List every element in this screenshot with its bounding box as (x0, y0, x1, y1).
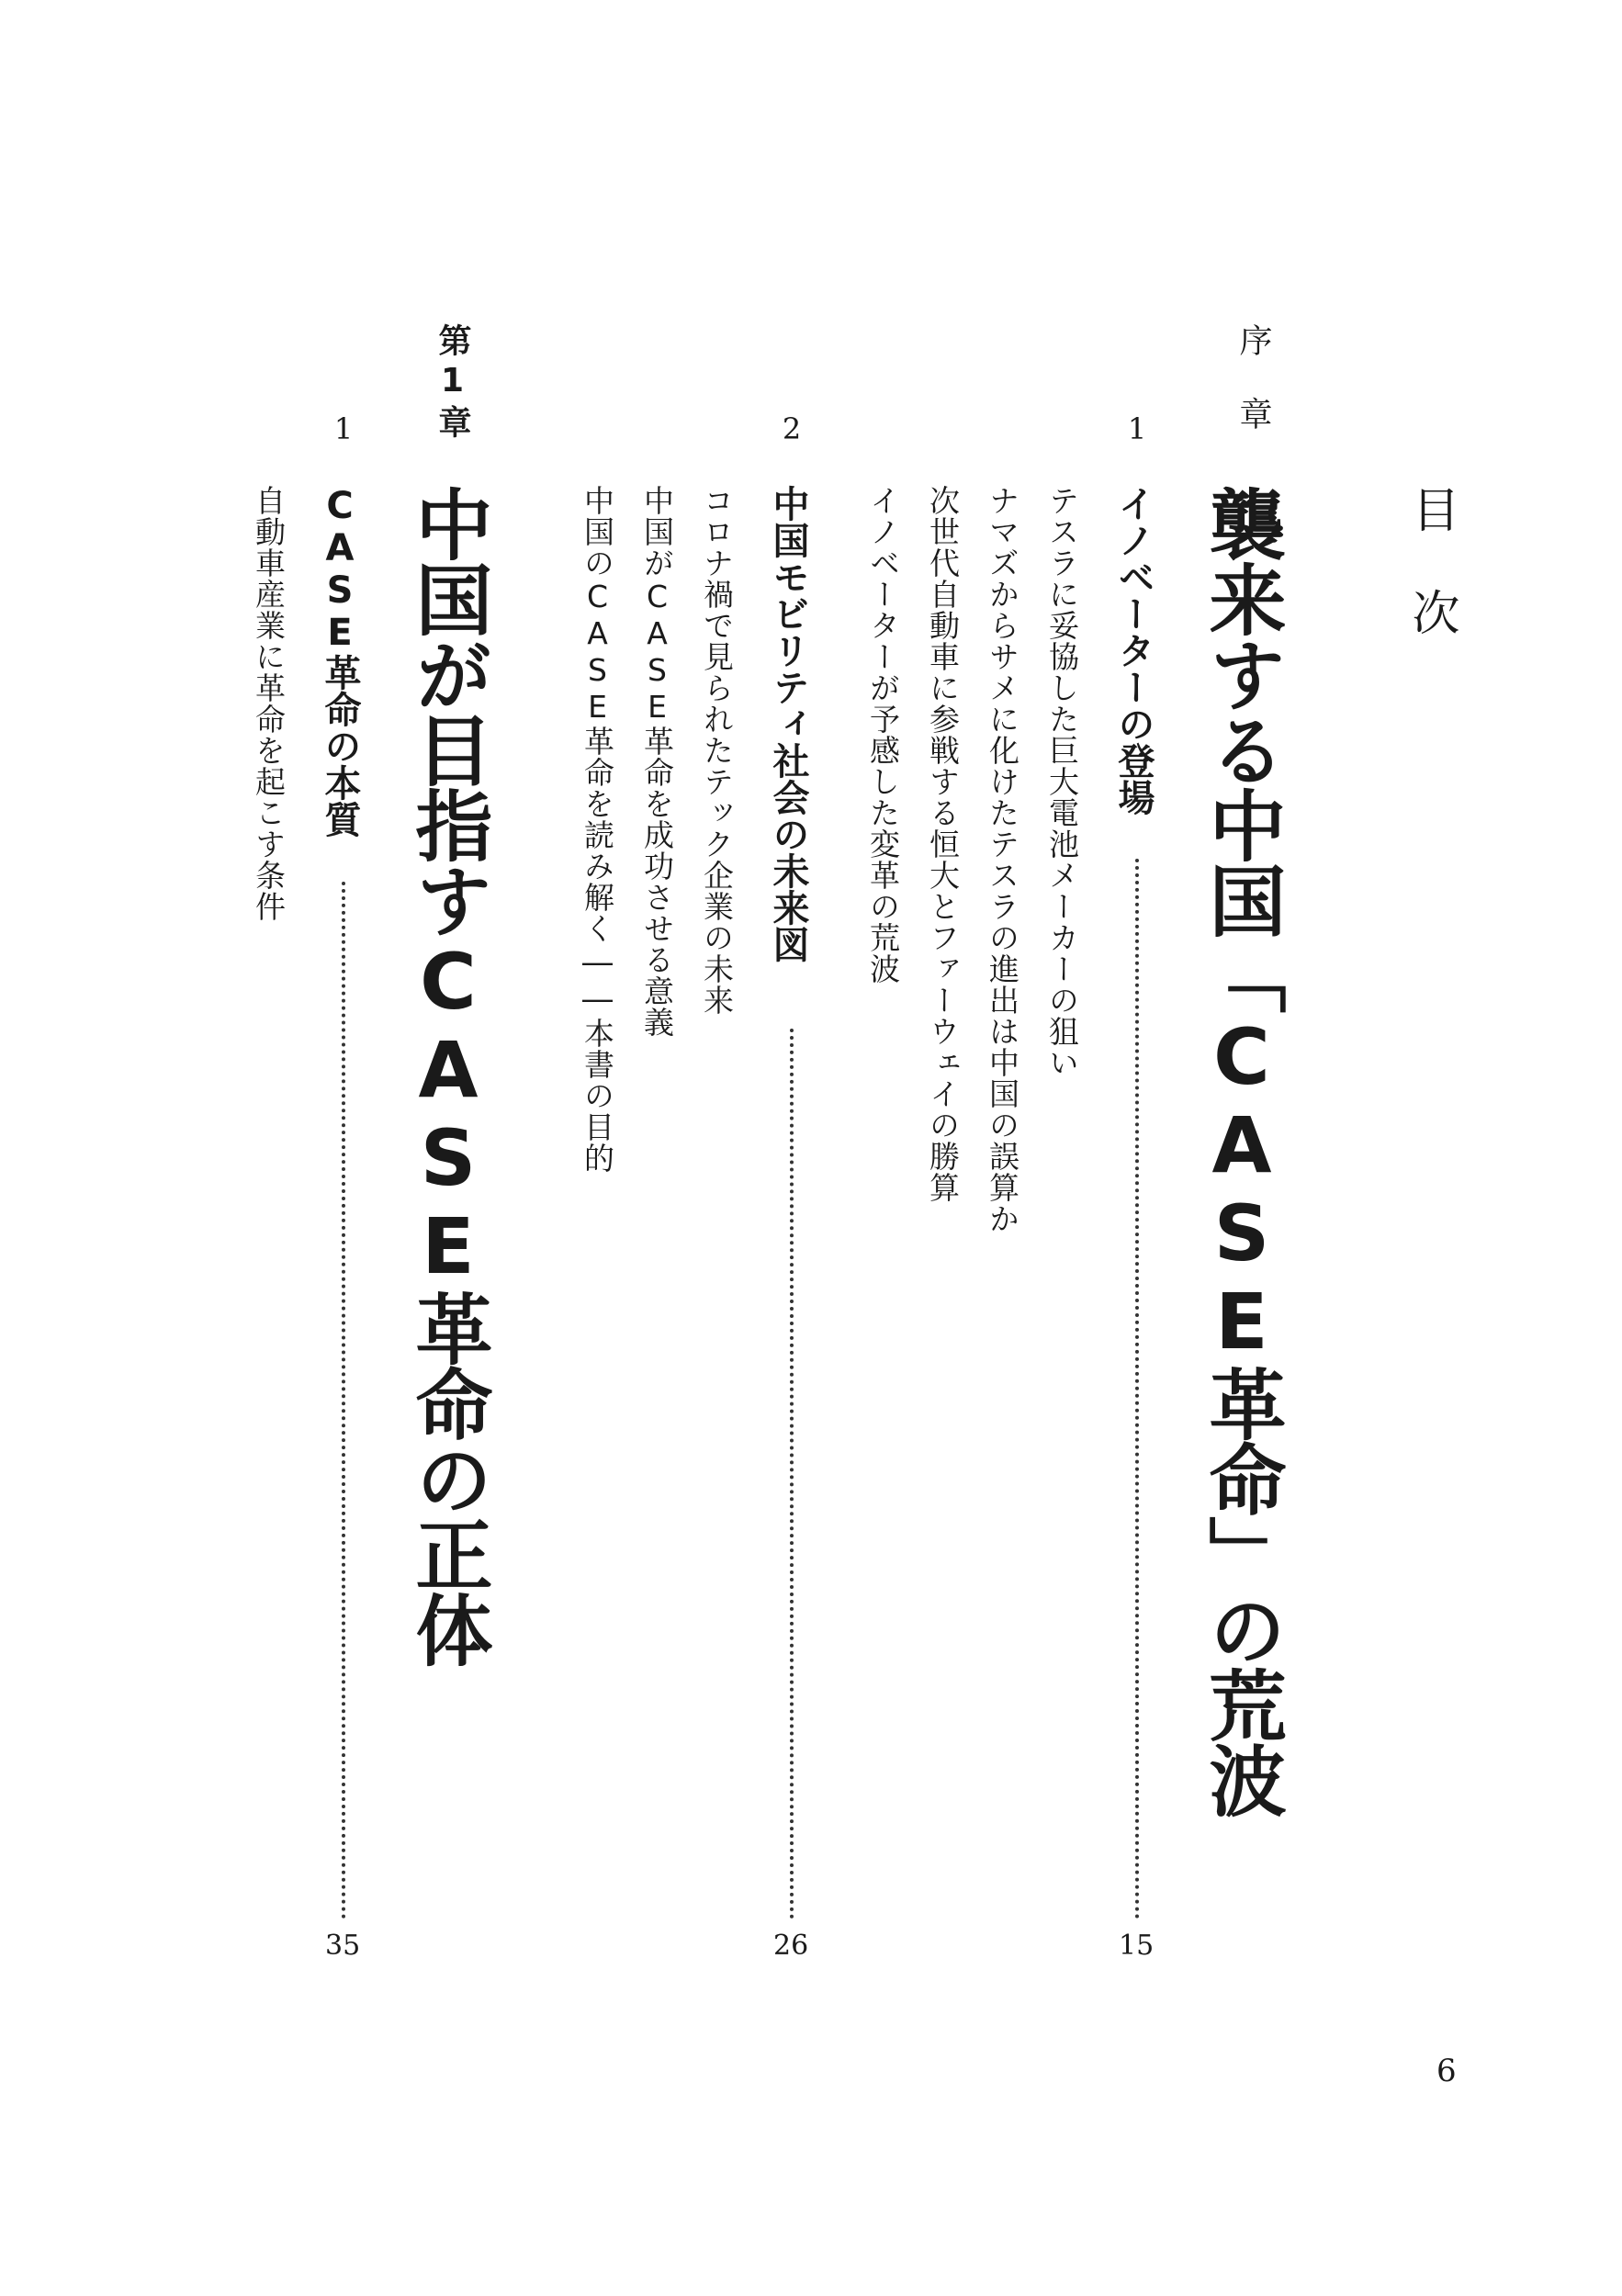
toc-title: 目次 (1403, 485, 1459, 691)
section-number: 2 (774, 411, 809, 446)
subsection-item[interactable]: 中国のCASE革命を読み解く――本書の目的 (580, 485, 615, 1174)
subsection-item[interactable]: コロナ禍で見られたテック企業の未来 (699, 485, 735, 1016)
subsection-item[interactable]: 次世代自動車に参戦する恒大とファーウェイの勝算 (925, 485, 961, 1203)
chapter1-title: 中国が目指すCASE革命の正体 (403, 485, 493, 1666)
subsection-item[interactable]: 中国がCASE革命を成功させる意義 (639, 485, 675, 1038)
section-number: 1 (1120, 411, 1155, 446)
section-page-number: 26 (773, 1930, 809, 1962)
subsection-item[interactable]: テスラに妥協した巨大電池メーカーの狙い (1044, 485, 1080, 1078)
section-page-number: 35 (325, 1930, 361, 1962)
dot-leader (790, 1029, 794, 1919)
chapter1-label: 第1章 (434, 323, 471, 444)
section-title[interactable]: イノベーターの登場 (1112, 485, 1155, 816)
section-number: 1 (326, 411, 361, 446)
section-page-number: 15 (1119, 1930, 1155, 1962)
section-title[interactable]: CASE革命の本質 (319, 485, 361, 838)
dot-leader (342, 882, 345, 1919)
subsection-item[interactable]: イノベーターが予感した変革の荒波 (865, 485, 901, 985)
subsection-item[interactable]: 自動車産業に革命を起こす条件 (251, 485, 287, 922)
dot-leader (1135, 859, 1139, 1919)
prologue-title: 襲来する中国「CASE革命」の荒波 (1197, 485, 1287, 1817)
subsection-item[interactable]: ナマズからサメに化けたテスラの進出は中国の誤算か (985, 485, 1020, 1234)
prologue-label: 序章 (1234, 323, 1272, 470)
section-title[interactable]: 中国モビリティ社会の未来図 (767, 485, 809, 962)
page-number: 6 (1436, 2053, 1457, 2089)
